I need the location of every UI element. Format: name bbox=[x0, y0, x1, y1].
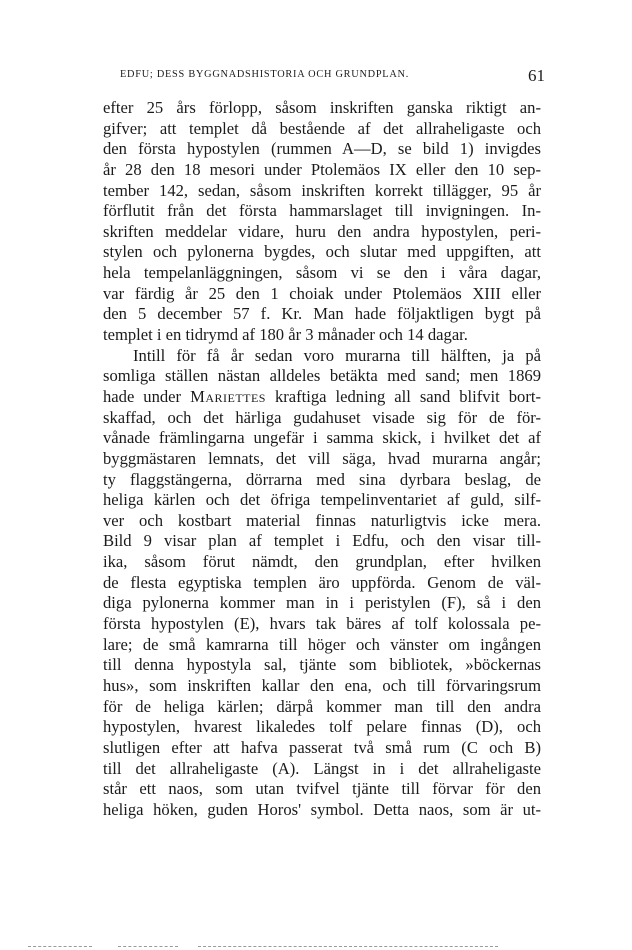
text-segment: kraftiga ledning all sand blifvit bort- bbox=[265, 386, 541, 406]
text-line: byggmästaren lemnats, det vill säga, hvad murarna angår; bbox=[103, 448, 541, 468]
text-line: Bild 9 visar plan af templet i Edfu, och den visar till- bbox=[103, 531, 541, 551]
text-line: templet i en tidrymd af 180 år 3 månader och 14 dagar. bbox=[103, 325, 468, 345]
text-line: slutligen efter att hafva passerat två små rum (C och B) bbox=[103, 737, 541, 757]
text-line: till denna hypostyla sal, tjänte som bibliotek, »böckernas bbox=[103, 655, 541, 675]
text-line: de flesta egyptiska templen äro uppförda. Genom de väl- bbox=[103, 572, 541, 592]
text-line: somliga ställen nästan alldeles betäkta med sand; men 1869 bbox=[103, 366, 541, 386]
text-line: står ett naos, som utan tvifvel tjänte till förvar för den bbox=[103, 779, 541, 799]
text-line: ty flaggstängerna, dörrarna med sina dyrbara beslag, de bbox=[103, 469, 541, 489]
text-line: tember 142, sedan, såsom inskriften korrekt tillägger, 95 år bbox=[103, 180, 541, 200]
text-line: den första hypostylen (rummen A—D, se bild 1) invigdes bbox=[103, 139, 541, 159]
text-line: skaffad, och det härliga gudahuset visade sig för de för- bbox=[103, 407, 541, 427]
text-line: var färdig år 25 den 1 choiak under Ptolemäos XIII eller bbox=[103, 283, 541, 303]
text-line: år 28 den 18 mesori under Ptolemäos IX eller den 10 sep- bbox=[103, 159, 541, 179]
scan-edge-segment bbox=[28, 946, 92, 947]
paragraph-start-line: Intill för få år sedan voro murarna till hälften, ja på bbox=[133, 345, 541, 365]
text-line: hypostylen, hvarest likaledes tolf pelare finnas (D), och bbox=[103, 717, 541, 737]
page-number: 61 bbox=[528, 66, 545, 85]
text-line: stylen och pylonerna bygdes, och slutar med uppgiften, att bbox=[103, 242, 541, 262]
text-line: till det allraheligaste (A). Längst in i det allraheligaste bbox=[103, 758, 541, 778]
text-line: första hypostylen (E), hvars tak bäres af tolf kolossala pe- bbox=[103, 614, 541, 634]
text-line: efter 25 års förlopp, såsom inskriften ganska riktigt an- bbox=[103, 98, 541, 117]
text-line: ver och kostbart material finnas naturligtvis icke mera. bbox=[103, 510, 541, 530]
scan-edge-segment bbox=[198, 946, 498, 947]
text-line: förflutit från det första hammarslaget till invigningen. In- bbox=[103, 201, 541, 221]
text-line: hus», som inskriften kallar den ena, och till förvaringsrum bbox=[103, 675, 541, 695]
running-title: EDFU; DESS BYGGNADSHISTORIA OCH GRUNDPLAN. bbox=[120, 69, 410, 80]
text-segment: hade under bbox=[103, 386, 191, 406]
text-line: lare; de små kamrarna till höger och vänster om ingången bbox=[103, 634, 541, 654]
text-line: diga pylonerna kommer man in i peristylen (F), så i den bbox=[103, 593, 541, 613]
text-line: ika, såsom förut nämdt, den grundplan, efter hvilken bbox=[103, 552, 541, 572]
text-line: heliga höken, guden Horos' symbol. Detta naos, som är ut- bbox=[103, 799, 541, 819]
running-head bbox=[98, 66, 546, 84]
body-text bbox=[103, 98, 541, 820]
text-line: gifver; att templet då bestående af det allraheligaste och bbox=[103, 118, 541, 138]
scan-edge-rule bbox=[0, 945, 632, 950]
text-line: den 5 december 57 f. Kr. Man hade följaktligen bygt på bbox=[103, 304, 541, 324]
text-line: skriften meddelar vidare, huru den andra hypostylen, peri- bbox=[103, 221, 541, 241]
scan-edge-segment bbox=[118, 946, 178, 947]
text-line: hela tempelanläggningen, såsom vi se den i våra dagar, bbox=[103, 263, 541, 283]
text-line bbox=[103, 387, 541, 408]
text-line: för de heliga kärlen; därpå kommer man till den andra bbox=[103, 696, 541, 716]
text-line: heliga kärlen och det öfriga tempelinventariet af guld, silf- bbox=[103, 490, 541, 510]
text-line: vånade främlingarna ungefär i samma skick, i hvilket det af bbox=[103, 428, 541, 448]
proper-name: Mariettes bbox=[190, 386, 266, 406]
